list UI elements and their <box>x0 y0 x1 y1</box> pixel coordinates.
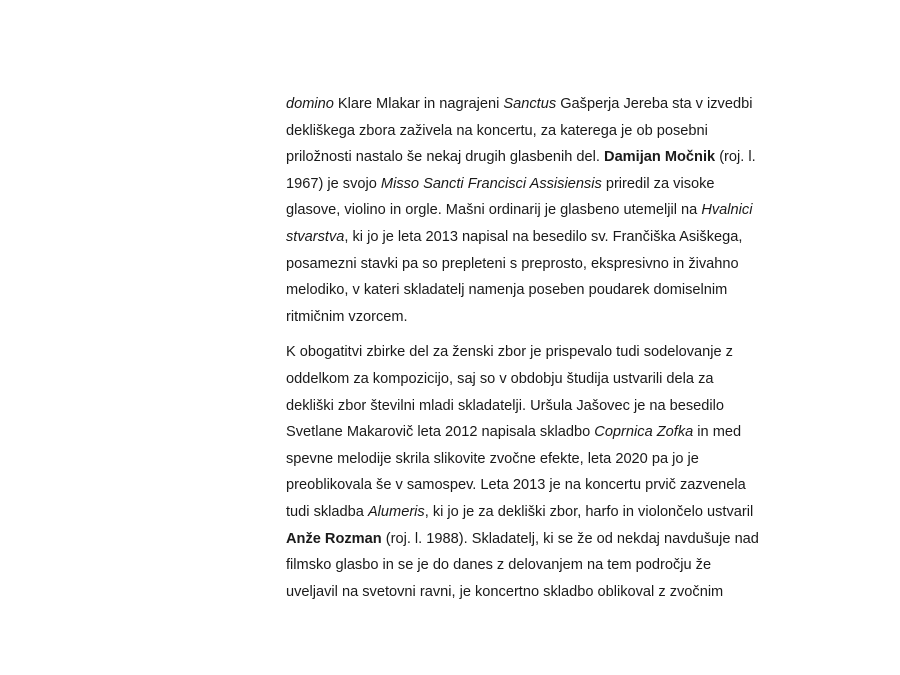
text-line <box>286 366 760 393</box>
text-run: glasove, violino in orgle. Mašni ordinarij je glasbeno utemeljil na <box>286 202 702 219</box>
italic-title: domino <box>286 96 334 112</box>
text-line <box>286 339 760 366</box>
text-run: oddelkom za kompozicijo, saj so v obdobju študija ustvarili dela za <box>286 370 714 387</box>
text-line <box>286 526 760 553</box>
composer-name: Damijan Močnik <box>604 149 716 166</box>
text-run: priredil za visoke <box>601 175 715 192</box>
text-line <box>286 579 760 606</box>
text-line <box>286 171 760 198</box>
italic-title: Hvalnici <box>701 202 753 219</box>
italic-title: Alumeris <box>367 503 425 520</box>
text-run: (roj. l. 1988). Skladatelj, ki se že od nekdaj navdušuje nad <box>381 530 759 547</box>
text-run: posamezni stavki pa so prepleteni s preprosto, ekspresivno in živahno <box>286 255 739 272</box>
text-run: dekliški zbor številni mladi skladatelji. Uršula Jašovec je na besedilo <box>286 397 725 414</box>
text-line <box>286 446 760 473</box>
italic-title: Sanctus <box>503 96 557 112</box>
paragraph <box>286 339 760 605</box>
text-run: K obogatitvi zbirke del za ženski zbor je prispevalo tudi sodelovanje z <box>286 344 733 361</box>
text-line <box>286 419 760 446</box>
document-body <box>286 91 760 614</box>
text-line <box>286 472 760 499</box>
text-run: , ki jo je leta 2013 napisal na besedilo sv. Frančiška Asiškega, <box>344 228 743 245</box>
text-run: priložnosti nastalo še nekaj drugih glasbenih del. <box>286 149 605 166</box>
text-run: preoblikovala še v samospev. Leta 2013 je na koncertu prvič zazvenela <box>286 477 746 494</box>
paragraph <box>286 91 760 330</box>
text-line <box>286 277 760 304</box>
text-run: in med <box>693 424 742 441</box>
text-run: filmsko glasbo in se je do danes z delovanjem na tem področju že <box>286 557 712 574</box>
text-run: , ki jo je za dekliški zbor, harfo in violončelo ustvaril <box>424 503 754 520</box>
text-run: uveljavil na svetovni ravni, je koncertno skladbo oblikoval z zvočnim <box>286 583 724 600</box>
text-run: (roj. l. <box>715 149 756 166</box>
text-run: melodiko, v kateri skladatelj namenja poseben poudarek domiselnim <box>286 282 728 299</box>
text-run: 1967) je svojo <box>286 175 381 192</box>
text-line <box>286 393 760 420</box>
text-run: Svetlane Makarovič leta 2012 napisala skladbo <box>286 424 595 441</box>
text-line <box>286 197 760 224</box>
italic-title: Misso Sancti Francisci Assisiensis <box>380 175 602 192</box>
text-run: Klare Mlakar in nagrajeni <box>333 96 504 112</box>
text-line <box>286 91 760 118</box>
text-run: ritmičnim vzorcem. <box>286 308 408 325</box>
text-line <box>286 304 760 331</box>
italic-title: Coprnica Zofka <box>594 424 694 441</box>
text-line <box>286 499 760 526</box>
text-line <box>286 224 760 251</box>
text-line <box>286 251 760 278</box>
text-run: tudi skladba <box>286 503 368 520</box>
text-run: spevne melodije skrila slikovite zvočne efekte, leta 2020 pa jo je <box>286 450 699 467</box>
composer-name: Anže Rozman <box>286 530 382 547</box>
italic-title: stvarstva <box>286 228 345 245</box>
text-line <box>286 144 760 171</box>
text-run: dekliškega zbora zaživela na koncertu, za katerega je ob posebni <box>286 122 708 139</box>
text-line <box>286 552 760 579</box>
text-line <box>286 118 760 145</box>
text-run: Gašperja Jereba sta v izvedbi <box>556 96 753 112</box>
